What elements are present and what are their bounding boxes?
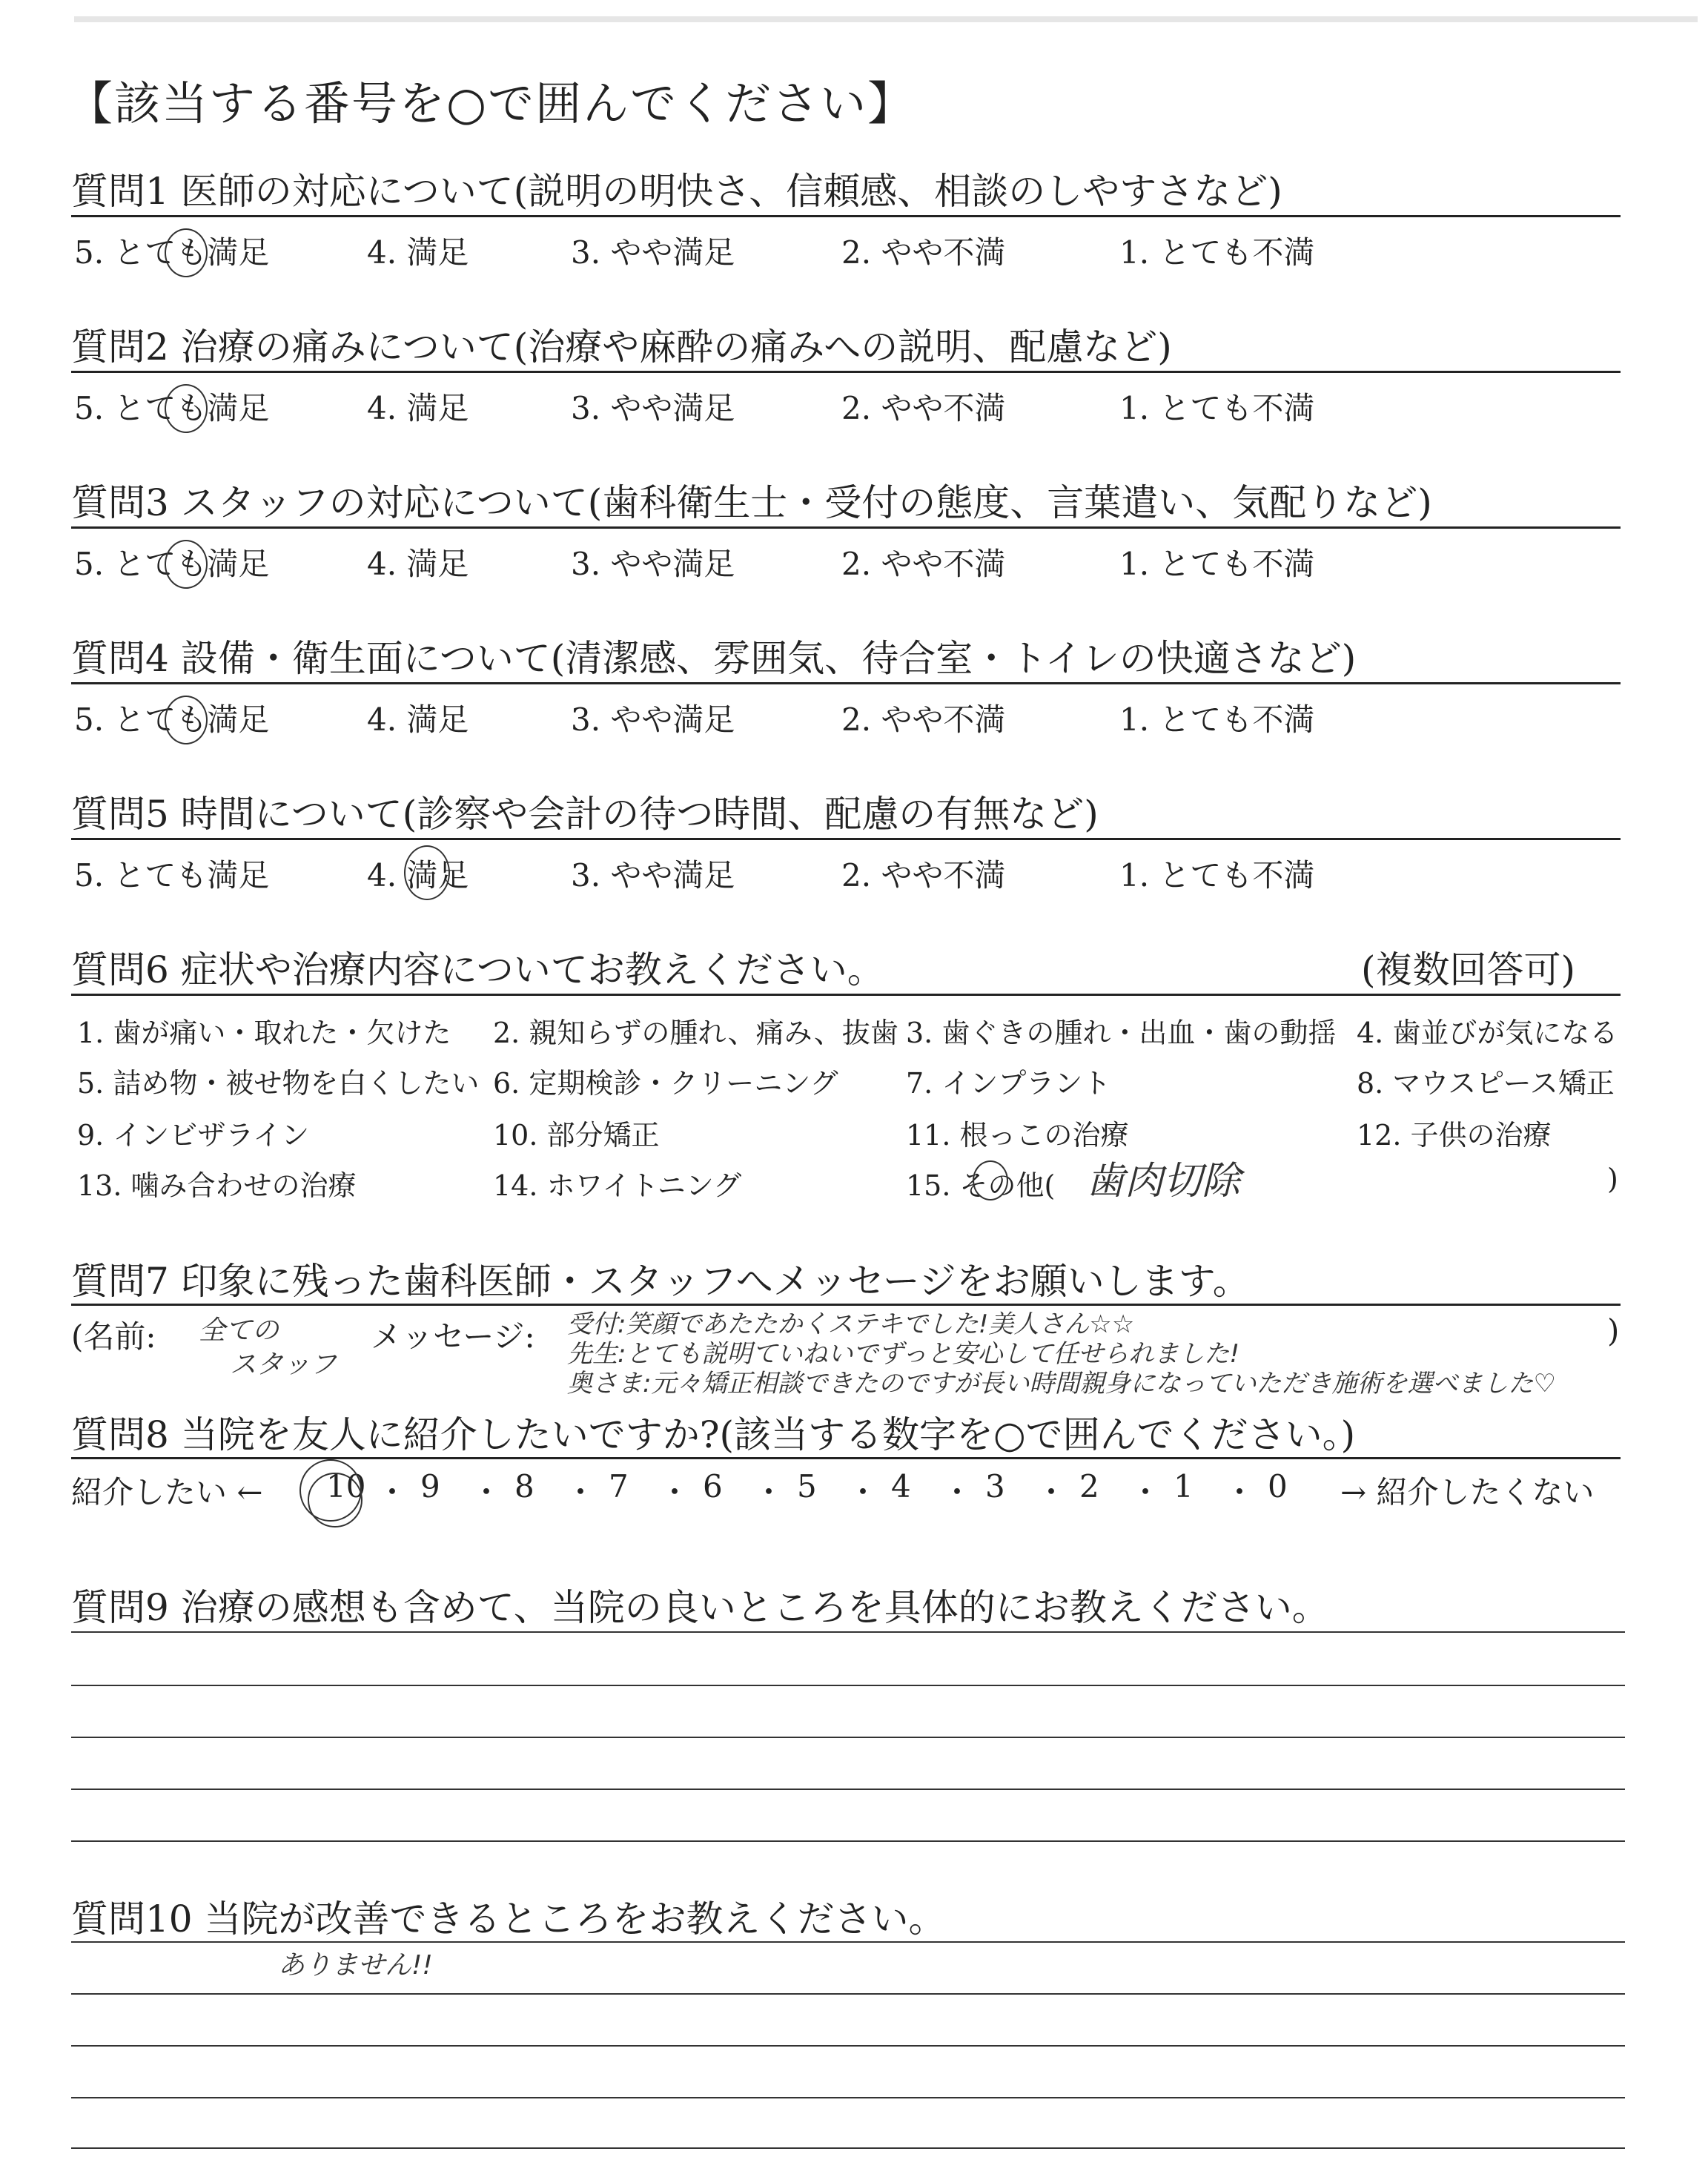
q2-option-2[interactable]: 2. やや不満 xyxy=(841,390,1006,426)
q6-option-9[interactable]: 9. インビザライン xyxy=(77,1119,310,1152)
q6-option-10[interactable]: 10. 部分矯正 xyxy=(493,1119,660,1152)
q8-scale-3[interactable]: 3 xyxy=(985,1468,1005,1505)
q6-option-3[interactable]: 3. 歯ぐきの腫れ・出血・歯の動揺 xyxy=(906,1017,1337,1049)
q7-name-value-line1[interactable]: 全ての xyxy=(199,1315,279,1346)
q2-option-4[interactable]: 4. 満足 xyxy=(367,390,469,426)
question-1-rule xyxy=(71,215,1621,217)
form-title: 【該当する番号を○で囲んでください】 xyxy=(67,76,916,131)
q6-other-close-paren: ) xyxy=(1607,1163,1618,1195)
q4-option-1[interactable]: 1. とても不満 xyxy=(1119,701,1315,738)
q6-option-13[interactable]: 13. 噛み合わせの治療 xyxy=(77,1169,357,1202)
question-3-rule xyxy=(71,526,1621,529)
q10-answer-line-2[interactable] xyxy=(71,1993,1625,1995)
q9-answer-line-1[interactable] xyxy=(71,1631,1625,1633)
q8-scale-separator: ・ xyxy=(565,1474,597,1510)
q10-answer-line-5[interactable] xyxy=(71,2147,1625,2149)
q4-option-5[interactable]: 5. とても満足 xyxy=(74,701,270,738)
q1-selection-circle xyxy=(165,228,208,277)
q6-option-8[interactable]: 8. マウスピース矯正 xyxy=(1357,1067,1615,1100)
q6-option-5[interactable]: 5. 詰め物・被せ物を白くしたい xyxy=(77,1067,480,1100)
question-6-label: 質問6 症状や治療内容についてお教えください。 xyxy=(71,948,884,991)
q8-scale-separator: ・ xyxy=(377,1474,408,1510)
q1-option-4[interactable]: 4. 満足 xyxy=(367,234,469,271)
q5-option-5[interactable]: 5. とても満足 xyxy=(74,857,270,894)
q8-scale-8[interactable]: 8 xyxy=(514,1468,534,1505)
q8-scale-7[interactable]: 7 xyxy=(609,1468,629,1505)
q8-scale-separator: ・ xyxy=(1130,1474,1162,1510)
q3-option-5[interactable]: 5. とても満足 xyxy=(74,546,270,582)
question-1-label: 質問1 医師の対応について(説明の明快さ、信頼感、相談のしやすさなど) xyxy=(71,170,1282,213)
q1-option-3[interactable]: 3. やや満足 xyxy=(571,234,735,271)
q7-name-value-line2[interactable]: スタッフ xyxy=(230,1350,337,1380)
q7-message-line-1[interactable]: 受付:笑顔であたたかくステキでした!美人さん☆☆ xyxy=(567,1309,1135,1339)
q8-scale-0[interactable]: 0 xyxy=(1268,1468,1288,1505)
q1-option-2[interactable]: 2. やや不満 xyxy=(841,234,1006,271)
question-3-label: 質問3 スタッフの対応について(歯科衛生士・受付の態度、言葉遣い、気配りなど) xyxy=(71,481,1432,524)
q6-option-1[interactable]: 1. 歯が痛い・取れた・欠けた xyxy=(77,1017,451,1049)
question-2-label: 質問2 治療の痛みについて(治療や麻酔の痛みへの説明、配慮など) xyxy=(71,326,1172,369)
q10-answer-line-1[interactable] xyxy=(71,1941,1625,1943)
q2-option-3[interactable]: 3. やや満足 xyxy=(571,390,735,426)
q8-right-label: → 紹介したくない xyxy=(1340,1474,1595,1510)
q2-option-1[interactable]: 1. とても不満 xyxy=(1119,390,1315,426)
q9-answer-line-4[interactable] xyxy=(71,1789,1625,1790)
question-4-label: 質問4 設備・衛生面について(清潔感、雰囲気、待合室・トイレの快適さなど) xyxy=(71,637,1357,680)
q8-left-label: 紹介したい ← xyxy=(71,1474,263,1510)
q8-scale-separator: ・ xyxy=(1036,1474,1068,1510)
q7-name-label: (名前: xyxy=(71,1318,156,1355)
scan-top-edge xyxy=(74,16,1698,22)
q7-close-paren: ) xyxy=(1607,1312,1620,1349)
q1-option-1[interactable]: 1. とても不満 xyxy=(1119,234,1315,271)
question-9-label: 質問9 治療の感想も含めて、当院の良いところを具体的にお教えください。 xyxy=(71,1586,1329,1629)
q6-option-12[interactable]: 12. 子供の治療 xyxy=(1357,1119,1552,1152)
q8-scale-5[interactable]: 5 xyxy=(797,1468,817,1505)
q8-scale-9[interactable]: 9 xyxy=(420,1468,440,1505)
question-6-note: (複数回答可) xyxy=(1361,948,1576,991)
question-6-rule xyxy=(71,994,1621,996)
q8-scale-separator: ・ xyxy=(659,1474,691,1510)
q1-option-5[interactable]: 5. とても満足 xyxy=(74,234,270,271)
q7-message-line-2[interactable]: 先生:とても説明ていねいでずっと安心して任せられました! xyxy=(567,1339,1240,1369)
q9-answer-line-2[interactable] xyxy=(71,1685,1625,1686)
q6-option-7[interactable]: 7. インプラント xyxy=(906,1067,1111,1100)
question-2-rule xyxy=(71,371,1621,373)
q6-option-11[interactable]: 11. 根っこの治療 xyxy=(906,1119,1129,1152)
q8-scale-1[interactable]: 1 xyxy=(1174,1468,1194,1505)
q3-selection-circle xyxy=(165,540,208,589)
q8-scale-separator: ・ xyxy=(1224,1474,1256,1510)
question-5-label: 質問5 時間について(診察や会計の待つ時間、配慮の有無など) xyxy=(71,793,1099,836)
question-4-rule xyxy=(71,682,1621,684)
question-5-rule xyxy=(71,838,1621,840)
q5-option-3[interactable]: 3. やや満足 xyxy=(571,857,735,894)
q3-option-4[interactable]: 4. 満足 xyxy=(367,546,469,582)
q10-answer-line-4[interactable] xyxy=(71,2097,1625,2098)
q2-selection-circle xyxy=(165,384,208,433)
q4-option-3[interactable]: 3. やや満足 xyxy=(571,701,735,738)
q8-selection-circle-2 xyxy=(308,1473,363,1527)
question-10-label: 質問10 当院が改善できるところをお教えください。 xyxy=(71,1898,946,1941)
q6-option-6[interactable]: 6. 定期検診・クリーニング xyxy=(493,1067,838,1100)
q3-option-2[interactable]: 2. やや不満 xyxy=(841,546,1006,582)
q8-scale-2[interactable]: 2 xyxy=(1079,1468,1099,1505)
q6-other-answer[interactable]: 歯肉切除 xyxy=(1086,1159,1241,1203)
q2-option-5[interactable]: 5. とても満足 xyxy=(74,390,270,426)
q8-scale-separator: ・ xyxy=(753,1474,785,1510)
q4-selection-circle xyxy=(165,696,208,744)
q8-scale-separator: ・ xyxy=(847,1474,879,1510)
q8-scale-4[interactable]: 4 xyxy=(891,1468,911,1505)
q3-option-3[interactable]: 3. やや満足 xyxy=(571,546,735,582)
q10-answer-line-3[interactable] xyxy=(71,2045,1625,2047)
q4-option-4[interactable]: 4. 満足 xyxy=(367,701,469,738)
q6-option-15-circle xyxy=(973,1160,1008,1200)
q10-answer-text[interactable]: ありません!! xyxy=(278,1950,433,1981)
q7-message-label: メッセージ: xyxy=(371,1318,535,1355)
q9-answer-line-3[interactable] xyxy=(71,1737,1625,1738)
q3-option-1[interactable]: 1. とても不満 xyxy=(1119,546,1315,582)
q8-scale-6[interactable]: 6 xyxy=(703,1468,723,1505)
question-8-label: 質問8 当院を友人に紹介したいですか?(該当する数字を○で囲んでください。) xyxy=(71,1413,1356,1456)
q8-scale-separator: ・ xyxy=(941,1474,973,1510)
question-7-label: 質問7 印象に残った歯科医師・スタッフへメッセージをお願いします。 xyxy=(71,1260,1250,1303)
q5-option-1[interactable]: 1. とても不満 xyxy=(1119,857,1315,894)
q9-answer-line-5[interactable] xyxy=(71,1840,1625,1842)
q6-option-4[interactable]: 4. 歯並びが気になる xyxy=(1357,1017,1618,1049)
q5-option-2[interactable]: 2. やや不満 xyxy=(841,857,1006,894)
question-8-rule xyxy=(71,1457,1621,1459)
q6-option-14[interactable]: 14. ホワイトニング xyxy=(493,1169,742,1202)
q8-scale-10[interactable]: 10 xyxy=(326,1468,366,1505)
q5-selection-circle xyxy=(404,845,450,900)
q6-option-2[interactable]: 2. 親知らずの腫れ、痛み、抜歯 xyxy=(493,1017,898,1049)
q5-option-4[interactable]: 4. 満足 xyxy=(367,857,469,894)
q7-message-line-3[interactable]: 奥さま:元々矯正相談できたのですが長い時間親身になっていただき施術を選べました♡ xyxy=(567,1369,1556,1398)
q6-option-15[interactable]: 15. その他( xyxy=(906,1169,1056,1202)
q4-option-2[interactable]: 2. やや不満 xyxy=(841,701,1006,738)
q8-scale-separator: ・ xyxy=(471,1474,503,1510)
